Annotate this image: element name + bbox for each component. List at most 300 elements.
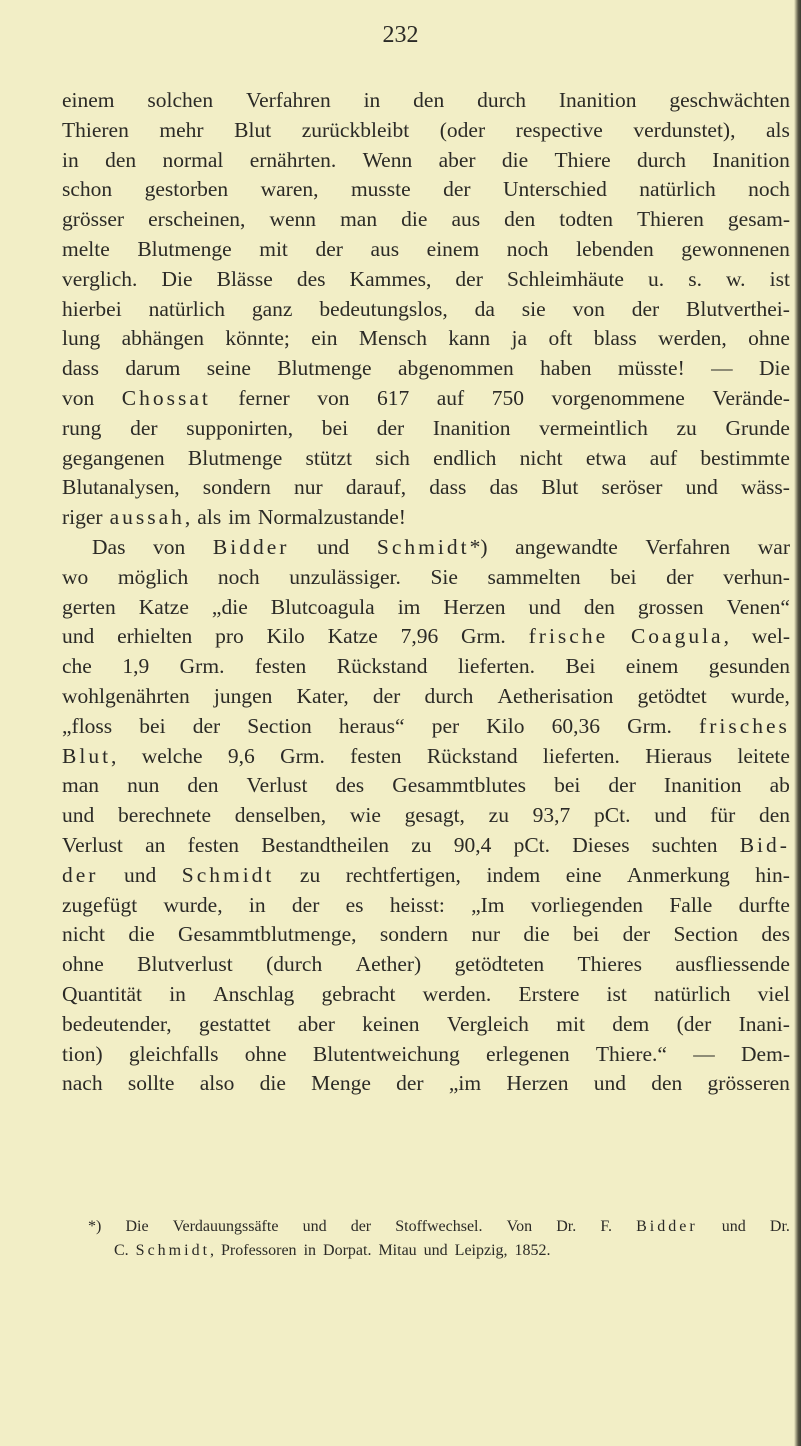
spaced-word: Chossat	[121, 385, 211, 410]
word: berechnete	[117, 803, 212, 828]
word: aber	[438, 147, 476, 172]
word: solchen	[147, 88, 214, 112]
word: Thieres	[577, 952, 642, 977]
text-line	[62, 891, 790, 921]
word: Blut	[234, 117, 272, 142]
word: Blutmenge	[137, 236, 232, 261]
word: normal	[162, 147, 224, 172]
word: suchten	[651, 832, 718, 857]
word: sollte	[127, 1071, 175, 1096]
word: musste	[350, 177, 411, 202]
word: der	[315, 236, 343, 261]
word	[110, 503, 191, 533]
word: Unterschied	[502, 177, 607, 202]
word: leitete	[737, 743, 790, 768]
word: lieferten.	[457, 654, 535, 679]
word: ,	[184, 505, 191, 530]
word: respective	[515, 117, 603, 142]
word: durch	[424, 683, 474, 708]
word: Katze	[327, 624, 378, 649]
word: bei	[321, 415, 349, 440]
word: der	[455, 266, 483, 291]
word: „die	[211, 594, 248, 619]
word: von	[153, 534, 186, 559]
text-line	[62, 801, 790, 831]
word: 9,6	[227, 743, 255, 768]
word: mit	[556, 1011, 585, 1036]
word: den	[651, 1071, 683, 1096]
word: sie	[521, 296, 546, 321]
word: oft	[548, 326, 573, 351]
word: gesagt,	[404, 803, 465, 828]
word: tion)	[62, 1041, 103, 1066]
word: nur	[294, 475, 323, 500]
word: Verfahren	[245, 88, 331, 112]
word: sondern	[202, 475, 271, 500]
word: die	[128, 922, 155, 947]
text-line	[62, 116, 790, 146]
word: Mensch	[358, 326, 427, 351]
word: Thieren	[62, 117, 129, 142]
word: seine	[206, 356, 251, 381]
word: von	[572, 296, 605, 321]
text-line	[62, 742, 790, 772]
word: che	[62, 654, 92, 679]
word: gesunden	[708, 654, 790, 679]
word: abgenommen	[397, 356, 514, 381]
word: an	[145, 832, 166, 857]
word: Herzen	[506, 1071, 569, 1096]
word: die	[501, 147, 529, 172]
word: und	[654, 803, 687, 828]
word: Dr.	[769, 1218, 790, 1235]
word	[631, 622, 729, 652]
word	[62, 742, 116, 772]
word: supponirten,	[186, 415, 294, 440]
word: ,	[723, 624, 729, 649]
word: w.	[726, 266, 746, 291]
word: rung	[62, 415, 102, 440]
word: Gesammtblutes	[392, 773, 526, 798]
word: zurückbleibt	[301, 117, 410, 142]
word: Herzen	[443, 594, 506, 619]
word: Bestandtheilen	[261, 832, 389, 857]
word: Grm.	[280, 743, 325, 768]
text-line	[62, 861, 790, 891]
word: Blutmenge	[187, 445, 283, 470]
text-line	[62, 712, 790, 742]
word: nun	[127, 773, 160, 798]
word: lieferten.	[542, 743, 620, 768]
word: der	[396, 1071, 424, 1096]
word: „floss	[62, 713, 113, 738]
word: Dem-	[741, 1041, 790, 1066]
word: gleichfalls	[128, 1041, 219, 1066]
word: und	[302, 1218, 327, 1235]
word: Section	[247, 713, 312, 738]
word: Grm.	[627, 713, 672, 738]
word: war	[757, 534, 790, 559]
word: mehr	[159, 117, 204, 142]
word: vorliegenden	[530, 892, 644, 917]
word: „Im	[471, 892, 505, 917]
spaced-word: Schmidt	[376, 534, 470, 559]
word: den	[504, 207, 536, 232]
word: viel	[757, 981, 790, 1006]
text-line	[62, 324, 790, 354]
spaced-word: Blut	[62, 743, 112, 768]
word: es	[345, 892, 364, 917]
word: waren,	[260, 177, 319, 202]
word: jungen	[213, 683, 273, 708]
word: *)	[469, 534, 488, 559]
spaced-word: der	[62, 862, 99, 887]
word: durfte	[738, 892, 790, 917]
word: bei	[610, 564, 637, 589]
text-line	[62, 86, 790, 116]
word: nur	[471, 922, 500, 947]
word: bestimmte	[700, 445, 790, 470]
word: seröser	[601, 475, 663, 500]
word: Verfahren	[645, 534, 731, 559]
word: Inanition	[712, 147, 790, 172]
word: 93,7	[532, 803, 571, 828]
word: rechtfertigen,	[345, 862, 461, 887]
word: ganz	[251, 296, 293, 321]
word: endlich	[433, 445, 497, 470]
word: in	[363, 88, 381, 112]
word: ausfliessende	[675, 952, 790, 977]
word: Leipzig,	[454, 1242, 508, 1259]
word: darauf,	[345, 475, 407, 500]
word: Falle	[669, 892, 713, 917]
word: wurde,	[730, 683, 790, 708]
word: des	[296, 266, 326, 291]
word: natürlich	[148, 296, 225, 321]
word: Dieses	[572, 832, 630, 857]
word: s.	[688, 266, 702, 291]
word	[136, 1239, 214, 1263]
text-line	[62, 295, 790, 325]
word: Stoffwechsel.	[395, 1218, 483, 1235]
spaced-word: Bid-	[739, 832, 790, 857]
word: aus	[451, 207, 481, 232]
footnote-line	[88, 1239, 790, 1263]
word: dass	[62, 356, 100, 381]
word: also	[199, 1071, 235, 1096]
word: vermeintlich	[539, 415, 648, 440]
word: Inanition	[663, 773, 742, 798]
text-line	[62, 473, 790, 503]
text-line	[62, 1069, 790, 1099]
word: wohlgenährten	[62, 683, 190, 708]
word: gestorben	[144, 177, 229, 202]
word: Erstere	[518, 981, 580, 1006]
word: ferner	[238, 385, 290, 410]
word: als	[766, 117, 790, 142]
word: zu	[488, 803, 509, 828]
word: nach	[62, 1071, 103, 1096]
word: ernährten.	[249, 147, 337, 172]
word: zu	[411, 832, 432, 857]
word: den	[758, 803, 790, 828]
word: Kater,	[296, 683, 349, 708]
word: der	[130, 415, 158, 440]
word: Blutmenge	[277, 356, 372, 381]
word: noch	[217, 564, 260, 589]
word: „im	[448, 1071, 482, 1096]
spaced-word: Schmidt	[135, 1242, 211, 1259]
word: Blutentweichung	[312, 1041, 460, 1066]
word: (der	[676, 1011, 712, 1036]
word: bei	[139, 713, 166, 738]
word: sammelten	[487, 564, 581, 589]
word: *)	[88, 1218, 102, 1235]
text-line	[62, 354, 790, 384]
word: gewonnenen	[681, 236, 790, 261]
word: Aether)	[355, 952, 422, 977]
word: Aetherisation	[497, 683, 614, 708]
word: in	[303, 1242, 317, 1259]
word: man	[340, 207, 378, 232]
word: lebenden	[576, 236, 654, 261]
word: kann	[448, 326, 491, 351]
word: und	[593, 1071, 626, 1096]
word: getödteten	[454, 952, 545, 977]
word: bedeutender,	[62, 1011, 172, 1036]
word: ohne	[62, 952, 104, 977]
text-line	[62, 235, 790, 265]
text-line	[62, 265, 790, 295]
word: F.	[600, 1218, 612, 1235]
word: pCt.	[513, 832, 551, 857]
word: einem	[426, 236, 480, 261]
word: und	[62, 803, 95, 828]
word: blass	[593, 326, 637, 351]
word: bedeutungslos,	[319, 296, 448, 321]
word: den	[413, 88, 445, 112]
word: 90,4	[453, 832, 492, 857]
word: indem	[486, 862, 541, 887]
text-line	[62, 444, 790, 474]
word: noch	[506, 236, 549, 261]
word: Katze	[138, 594, 189, 619]
word: Thiere.“	[595, 1041, 667, 1066]
word: stützt	[305, 445, 353, 470]
word: Thiere	[554, 147, 611, 172]
word: im	[397, 594, 421, 619]
word: Kilo	[486, 713, 525, 738]
word: heisst:	[389, 892, 445, 917]
text-line	[62, 771, 790, 801]
word: Anmerkung	[627, 862, 730, 887]
word: den	[105, 147, 137, 172]
word: denselben,	[234, 803, 327, 828]
word: Die	[125, 1218, 149, 1235]
page-number: 232	[382, 22, 419, 48]
word: hierbei	[62, 296, 122, 321]
word: ,	[111, 743, 117, 768]
word: todten	[559, 207, 613, 232]
word: zu	[299, 862, 321, 887]
spaced-word: frisches	[699, 713, 790, 738]
word: gegangenen	[62, 445, 165, 470]
word: der	[192, 713, 221, 738]
word: abhängen	[121, 326, 204, 351]
word: Gesammtblutmenge,	[178, 922, 357, 947]
spaced-word: Schmidt	[181, 862, 275, 887]
word: Blutverlust	[137, 952, 233, 977]
word: Verlust	[246, 773, 308, 798]
text-line	[62, 593, 790, 623]
word: der	[631, 296, 660, 321]
word: natürlich	[639, 177, 716, 202]
word: Grm.	[461, 624, 506, 649]
word: von	[317, 385, 350, 410]
word: könnte;	[225, 326, 290, 351]
footnote	[88, 1215, 790, 1263]
word: erhielten	[117, 624, 193, 649]
text-line	[62, 503, 790, 533]
word: bei	[554, 773, 581, 798]
text-line	[62, 652, 790, 682]
word: 1852.	[514, 1242, 551, 1259]
word: der	[291, 892, 320, 917]
word: Kilo	[266, 624, 305, 649]
word: haben	[540, 356, 592, 381]
word: der	[376, 415, 405, 440]
word: pCt.	[594, 803, 631, 828]
word: möglich	[117, 564, 189, 589]
text-line	[62, 205, 790, 235]
word: zu	[676, 415, 697, 440]
spaced-word: aussah	[109, 505, 185, 530]
text-line	[62, 831, 790, 861]
text-line	[62, 533, 790, 563]
text-line	[62, 1040, 790, 1070]
word: Verdauungssäfte	[172, 1218, 279, 1235]
word: unzulässiger.	[289, 564, 401, 589]
word: Von	[506, 1218, 533, 1235]
word: eine	[565, 862, 602, 887]
word: aus	[370, 236, 400, 261]
word: 750	[491, 385, 524, 410]
word: verdunstet),	[633, 117, 736, 142]
word: ist	[769, 266, 790, 291]
text-line	[62, 384, 790, 414]
word: Die	[161, 266, 193, 291]
word: 60,36	[551, 713, 600, 738]
word: Professoren	[221, 1242, 297, 1259]
word: Blässe	[216, 266, 273, 291]
spaced-word: frische	[528, 624, 609, 649]
word: der	[666, 564, 694, 589]
word: Inani-	[738, 1011, 790, 1036]
word: darum	[125, 356, 181, 381]
word: Venen“	[726, 594, 790, 619]
word: (oder	[439, 117, 486, 142]
word: in	[248, 892, 266, 917]
word: im	[228, 505, 251, 530]
spaced-word: Bidder	[636, 1218, 698, 1235]
word: da	[474, 296, 495, 321]
word: dass	[429, 475, 467, 500]
word: Verände-	[712, 385, 790, 410]
word: der	[608, 773, 636, 798]
word: von	[62, 385, 95, 410]
word: ohne	[244, 1041, 287, 1066]
word: getödtet	[637, 683, 707, 708]
word: in	[169, 981, 186, 1006]
word: (durch	[266, 952, 323, 977]
word: riger	[62, 505, 103, 530]
word: Schleimhäute	[506, 266, 624, 291]
text-line	[62, 980, 790, 1010]
word: wäss-	[740, 475, 790, 500]
word: auf	[436, 385, 465, 410]
word: auf	[649, 445, 678, 470]
word: Thieren	[637, 207, 704, 232]
word: gerten	[62, 594, 116, 619]
word: den	[583, 594, 615, 619]
word: grösseren	[707, 1071, 790, 1096]
word: Anschlag	[213, 981, 295, 1006]
word: Bei	[565, 654, 596, 679]
word: gebracht	[321, 981, 396, 1006]
word: heraus“	[338, 713, 405, 738]
word: werden.	[422, 981, 492, 1006]
word: sondern	[379, 922, 448, 947]
word: ohne	[748, 326, 790, 351]
word: lung	[62, 326, 101, 351]
word: erscheinen,	[148, 207, 246, 232]
word: des	[761, 922, 790, 947]
word: der	[350, 1218, 372, 1235]
word: ist	[606, 981, 627, 1006]
word: Blutanalysen,	[62, 475, 180, 500]
word: 7,96	[400, 624, 439, 649]
word: —	[693, 1041, 715, 1066]
word: Blut	[541, 475, 579, 500]
word: ein	[311, 326, 338, 351]
word: Grm.	[179, 654, 225, 679]
word: Dr.	[556, 1218, 577, 1235]
body-text	[62, 86, 790, 1099]
word: Hieraus	[645, 743, 713, 768]
word: als	[197, 505, 222, 530]
spaced-word: Bidder	[212, 534, 290, 559]
word: die	[259, 1071, 286, 1096]
word: festen	[254, 654, 307, 679]
word: man	[62, 773, 100, 798]
word: wenn	[269, 207, 317, 232]
word: Quantität	[62, 981, 143, 1006]
word: Mitau	[378, 1242, 417, 1259]
word: 617	[376, 385, 410, 410]
spaced-word: Coagula	[630, 624, 724, 649]
word: festen	[350, 743, 402, 768]
word: melte	[62, 236, 110, 261]
word: das	[489, 475, 519, 500]
word: bei	[573, 922, 600, 947]
word: Verlust	[62, 832, 123, 857]
word: durch	[477, 88, 527, 112]
word: Wenn	[362, 147, 413, 172]
word: und	[123, 862, 157, 887]
word: mit	[259, 236, 288, 261]
word: verglich.	[62, 266, 138, 291]
word: Grunde	[725, 415, 790, 440]
